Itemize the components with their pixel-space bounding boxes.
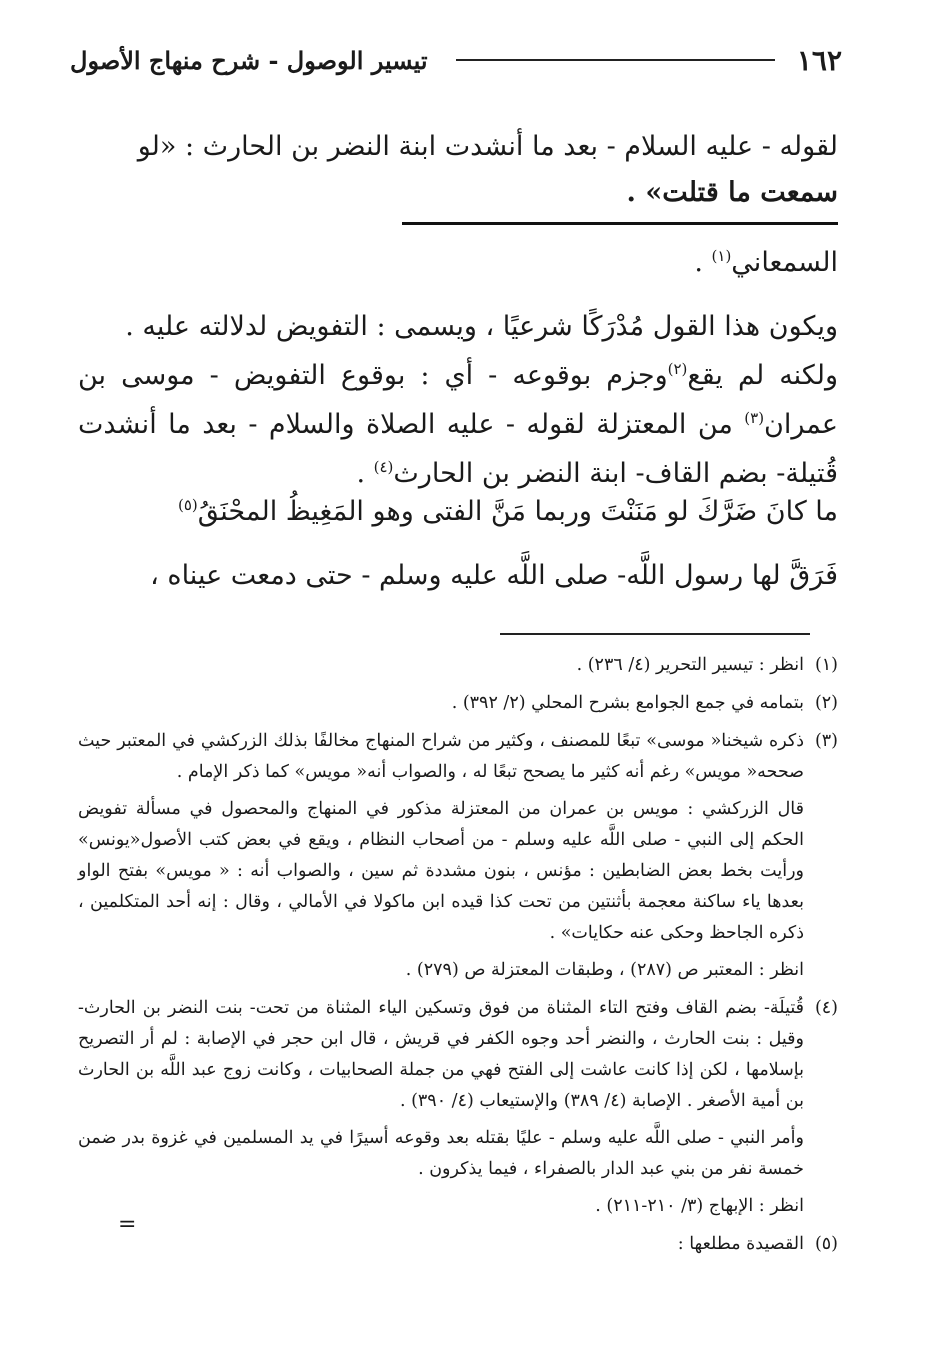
footnote-text: انظر : المعتبر ص (٢٨٧) ، وطبقات المعتزلة ص (٢٧٩) . xyxy=(405,960,804,980)
footnote-ref-4[interactable]: (٤) xyxy=(373,458,394,476)
footnote-text: قُتيلَة- بضم القاف وفتح التاء المثناة من فوق وتسكين الياء المثناة من تحت- بنت النضر بن الحارث- وقيل : بنت الحارث ، والنضر أحد وجوه الكفر في قريش ، قال ابن حجر في الإصابة : لم أر التصريح بإسلامها ، لكن إذا كانت عاشت إلى الفتح فهي من جملة الصحابيات ، وكانت زوج عبد اللَّه بن الحارث بن أمية الأصغر . الإصابة (٤/ ٣٨٩) والإستيعاب (٤/ ٣٩٠) . xyxy=(78,998,804,1111)
footnote-number: (٢) xyxy=(814,693,838,713)
footnote-text: بتمامه في جمع الجوامع بشرح المحلي (٢/ ٣٩٢) . xyxy=(451,693,804,713)
footnote-1 xyxy=(78,650,838,681)
samani-text: السمعاني xyxy=(731,247,838,278)
paragraph-samani xyxy=(78,238,838,287)
paragraph-text-a: ولكنه لم يقع xyxy=(687,360,839,391)
quote-rule xyxy=(402,222,838,225)
paragraph-text-c: من المعتزلة لقوله - عليه الصلاة والسلام - بعد ما أنشدت قُتيلة- بضم القاف- ابنة النضر بن الحارث xyxy=(78,409,838,489)
footnote-text: وأمر النبي - صلى اللَّه عليه وسلم - عليًا بقتله بعد وقوعه أسيرًا في يد المسلمين في غزوة بدر ضمن خمسة نفر من بني عبد الدار بالصفراء ، فيما يذكرون . xyxy=(78,1128,804,1179)
continuation-mark: = xyxy=(118,1212,137,1237)
footnote-4 xyxy=(78,993,838,1222)
footnote-ref-5[interactable]: (٥) xyxy=(177,496,198,514)
footnotes xyxy=(78,650,838,1267)
footnote-number: (٤) xyxy=(814,998,838,1018)
footnote-ref-2[interactable]: (٢) xyxy=(667,360,688,378)
footnote-text: انظر : تيسير التحرير (٤/ ٢٣٦) . xyxy=(576,655,804,675)
footnote-text: انظر : الإبهاج (٣/ ٢١٠-٢١١) . xyxy=(595,1196,804,1216)
footnote-number: (١) xyxy=(814,655,838,675)
footnote-text: القصيدة مطلعها : xyxy=(677,1234,804,1254)
header-rule xyxy=(456,59,775,61)
running-title: تيسير الوصول - شرح منهاج الأصول xyxy=(70,45,428,75)
footnote-2 xyxy=(78,688,838,719)
verse-line xyxy=(83,492,838,532)
footnote-5 xyxy=(78,1229,838,1260)
footnote-text: قال الزركشي : مويس بن عمران من المعتزلة مذكور في المنهاج والمحصول في مسألة تفويض الحكم إلى النبي - صلى اللَّه عليه وسلم - من أصحاب النظام ، ويقع في بعض كتب الأصول«يونس» ورأيت بخط بعض الضابطين : مؤنس ، بنون مشددة ثم سين ، والصواب أنه : « مويس» بفتح الواو بعدها ياء ساكنة معجمة بأثنتين من تحت كذا قيده ابن ماكولا في الأمالي ، وقال : إنه أحد المتكلمين ، ذكره الجاحظ وحكى عنه حكايات» . xyxy=(78,799,804,943)
footnote-number: (٣) xyxy=(814,731,838,751)
footnote-ref-3[interactable]: (٣) xyxy=(744,409,765,427)
quoted-passage xyxy=(83,124,838,216)
paragraph-text-b: وجزم بوقوعه - أي : بوقوع التفويض - موسى بن عمران xyxy=(78,360,838,440)
narration-line: فَرَقَّ لها رسول اللَّه- صلى اللَّه عليه وسلم - حتى دمعت عيناه ، xyxy=(150,560,838,591)
verse-text: ما كانَ ضَرَّكَ لو مَنَنْتَ وربما مَنَّ الفتى وهو المَغِيظُ المحْنَقُ xyxy=(197,496,838,527)
paragraph-text-d: . xyxy=(356,458,374,489)
page-number: ١٦٢ xyxy=(796,43,842,77)
page-header xyxy=(70,40,842,80)
paragraph-line-1: ويكون هذا القول مُدْرَكًا شرعيًا ، ويسمى : التفويض لدلالته عليه . xyxy=(125,311,838,342)
footnote-text: ذكره شيخنا« موسى» تبعًا للمصنف ، وكثير من شراح المنهاج مخالفًا بذلك الزركشي في المعتبر حيث صححه« مويس» رغم أنه كثير ما يصحح تبعًا له ، والصواب أنه« مويس» كما ذكر الإمام . xyxy=(78,731,804,782)
quote-line-2: سمعت ما قتلت» . xyxy=(626,177,838,208)
paragraph-block xyxy=(78,351,838,498)
footnote-ref-1[interactable]: (١) xyxy=(711,247,732,265)
footnote-3 xyxy=(78,726,838,986)
footnote-separator xyxy=(500,633,810,635)
footnote-number: (٥) xyxy=(814,1234,838,1254)
quote-line-1: لقوله - عليه السلام - بعد ما أنشدت ابنة النضر بن الحارث : «لو xyxy=(137,131,838,162)
paragraph-main xyxy=(78,302,838,498)
samani-end: . xyxy=(694,247,712,278)
